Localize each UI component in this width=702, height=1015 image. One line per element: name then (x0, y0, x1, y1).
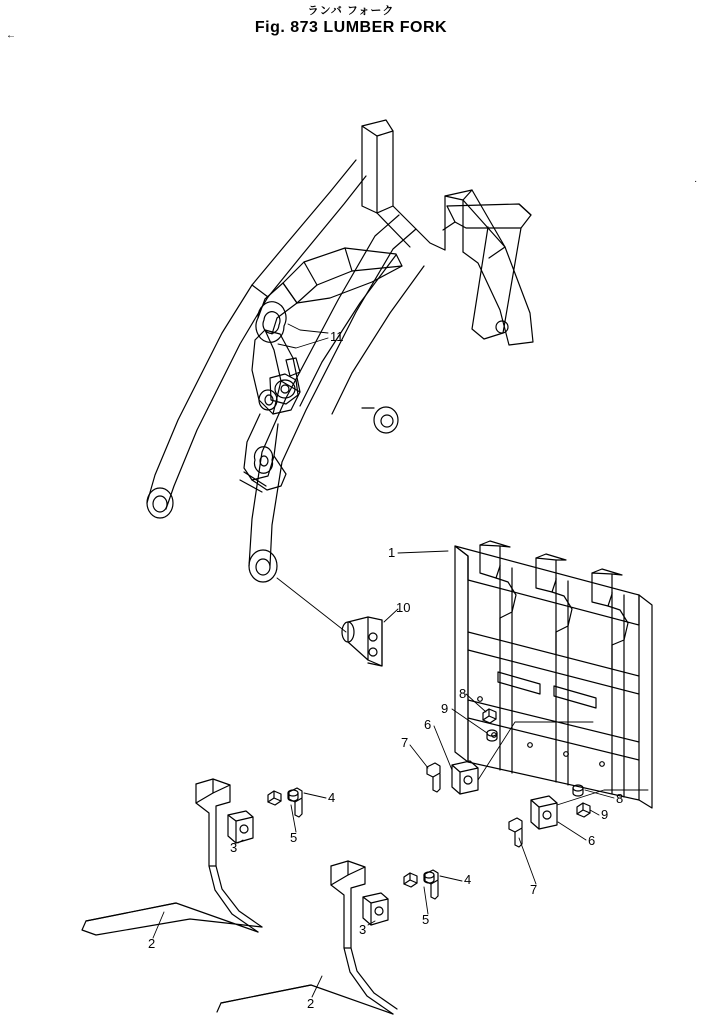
fork-nut-right (404, 873, 417, 887)
pin-part (342, 617, 382, 666)
figure-title-japanese: ランバ フォーク (307, 5, 395, 17)
callout-4-right: 4 (464, 872, 472, 887)
fork-nut-left (268, 791, 281, 805)
corner-mark-top-left: ← (6, 30, 16, 41)
callout-11: 11 (330, 329, 344, 344)
fork-bracket-right (363, 893, 388, 925)
callout-9-upper: 9 (441, 701, 449, 716)
loader-main-arm (300, 255, 424, 414)
loader-arm-left (147, 285, 268, 518)
washer-upper (487, 730, 497, 741)
fork-bolt-right (425, 870, 438, 899)
callout-6-lower: 6 (588, 833, 596, 848)
loader-tower (362, 120, 445, 250)
loader-arm-lower-right (249, 215, 416, 582)
callout-8-lower: 8 (616, 791, 624, 806)
fork-tine-left (82, 779, 262, 935)
bolt-lower (509, 818, 522, 847)
callout-7-lower: 7 (530, 882, 538, 897)
loader-arm-left-upper (252, 160, 366, 297)
carriage-frame (455, 541, 652, 808)
callout-2-left: 2 (148, 936, 156, 951)
fork-tine-right (217, 861, 397, 1014)
callout-3-right: 3 (359, 922, 367, 937)
bolt-upper (427, 763, 440, 792)
callout-7-upper: 7 (401, 735, 409, 750)
fork-bracket-left (228, 811, 253, 843)
callout-2-right: 2 (307, 996, 315, 1011)
corner-mark-top-right: · (694, 176, 698, 187)
figure-title-english: Fig. 873 LUMBER FORK (254, 19, 448, 36)
callout-5-right: 5 (422, 912, 430, 927)
nut-lower (577, 803, 590, 817)
bracket-lower (531, 796, 557, 829)
callout-6-upper: 6 (424, 717, 432, 732)
fork-bolt-left (289, 788, 302, 817)
bracket-upper (452, 761, 478, 794)
mid-arm-pivot (362, 407, 398, 433)
callout-3-left: 3 (230, 840, 238, 855)
callout-4-left: 4 (328, 790, 336, 805)
callout-8-upper: 8 (459, 686, 467, 701)
callout-10: 10 (396, 600, 411, 615)
loader-boom-right (443, 204, 531, 339)
callout-1: 1 (388, 545, 396, 560)
callout-9-lower: 9 (601, 807, 609, 822)
callout-5-left: 5 (290, 830, 298, 845)
